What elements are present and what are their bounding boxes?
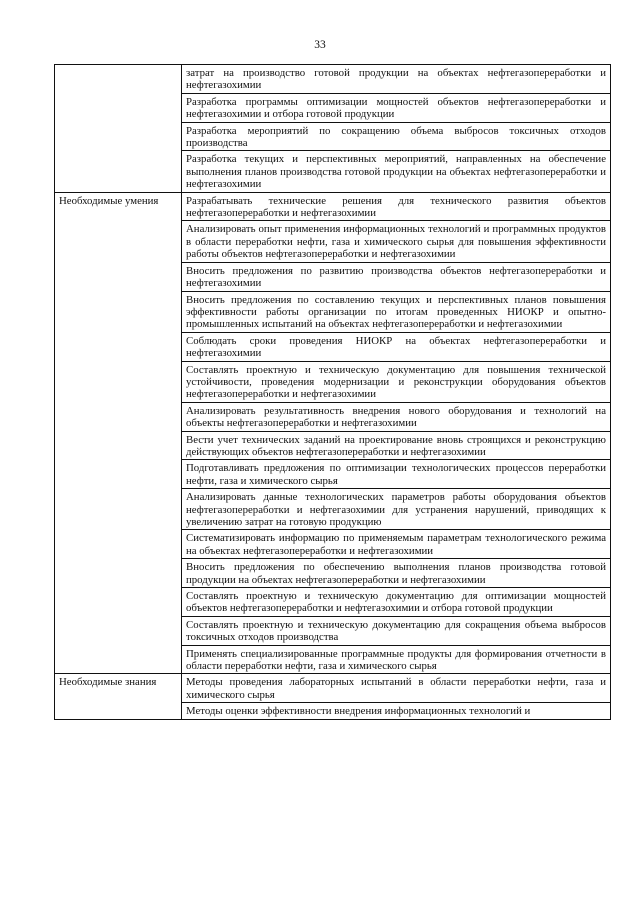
requirement-text: Составлять проектную и техническую документацию для повышения технической устойчивости, проведения модернизации и реконструкции оборудования объектов нефтегазопереработки и нефтегазохимии <box>182 361 611 402</box>
requirement-text: Разработка мероприятий по сокращению объема выбросов токсичных отходов производства <box>182 122 611 151</box>
section-label: Необходимые знания <box>55 674 182 719</box>
section-label <box>55 65 182 193</box>
page-number: 33 <box>314 39 326 51</box>
requirement-text: Вносить предложения по составлению текущих и перспективных планов повышения эффективности работы организации по итогам проведенных НИОКР и опытно-промышленных испытаний на объектах нефтегазопереработки и нефтегазохимии <box>182 291 611 332</box>
requirement-text: Анализировать результативность внедрения нового оборудования и технологий на объекты нефтегазопереработки и нефтегазохимии <box>182 402 611 431</box>
competency-table-body <box>55 65 611 720</box>
table-row <box>55 674 611 703</box>
requirement-text: Методы оценки эффективности внедрения информационных технологий и <box>182 703 611 719</box>
requirement-text: Вносить предложения по развитию производства объектов нефтегазопереработки и нефтегазохимии <box>182 262 611 291</box>
requirement-text: Анализировать опыт применения информационных технологий и программных продуктов в области переработки нефти, газа и химического сырья для повышения эффективности работы объектов нефтегазопереработки и нефтегазохимии <box>182 221 611 262</box>
requirement-text: Анализировать данные технологических параметров работы оборудования объектов нефтегазопереработки и нефтегазохимии для устранения нарушений, приводящих к увеличению затрат на готовую продукцию <box>182 489 611 530</box>
requirement-text: Вносить предложения по обеспечению выполнения планов производства готовой продукции на объектах нефтегазопереработки и нефтегазохимии <box>182 559 611 588</box>
competency-table <box>54 64 611 720</box>
requirement-text: Подготавливать предложения по оптимизации технологических процессов переработки нефти, газа и химического сырья <box>182 460 611 489</box>
requirement-text: Разработка текущих и перспективных мероприятий, направленных на обеспечение выполнения планов производства готовой продукции на объектах нефтегазопереработки и нефтегазохимии <box>182 151 611 192</box>
requirement-text: Разрабатывать технические решения для технического развития объектов нефтегазопереработки и нефтегазохимии <box>182 192 611 221</box>
requirement-text: затрат на производство готовой продукции на объектах нефтегазопереработки и нефтегазохимии <box>182 65 611 94</box>
requirement-text: Вести учет технических заданий на проектирование вновь строящихся и реконструкцию действующих объектов нефтегазопереработки и нефтегазохимии <box>182 431 611 460</box>
table-row <box>55 192 611 221</box>
requirement-text: Разработка программы оптимизации мощностей объектов нефтегазопереработки и нефтегазохимии и отбора готовой продукции <box>182 93 611 122</box>
requirement-text: Составлять проектную и техническую документацию для сокращения объема выбросов токсичных отходов производства <box>182 616 611 645</box>
requirement-text: Соблюдать сроки проведения НИОКР на объектах нефтегазопереработки и нефтегазохимии <box>182 332 611 361</box>
requirement-text: Методы проведения лабораторных испытаний в области переработки нефти, газа и химического сырья <box>182 674 611 703</box>
requirement-text: Систематизировать информацию по применяемым параметрам технологического режима на объектах нефтегазопереработки и нефтегазохимии <box>182 530 611 559</box>
section-label: Необходимые умения <box>55 192 182 674</box>
requirement-text: Составлять проектную и техническую документацию для оптимизации мощностей объектов нефтегазопереработки и нефтегазохимии и отбора готовой продукции <box>182 588 611 617</box>
requirement-text: Применять специализированные программные продукты для формирования отчетности в области переработки нефти, газа и химического сырья <box>182 645 611 674</box>
table-row <box>55 65 611 94</box>
